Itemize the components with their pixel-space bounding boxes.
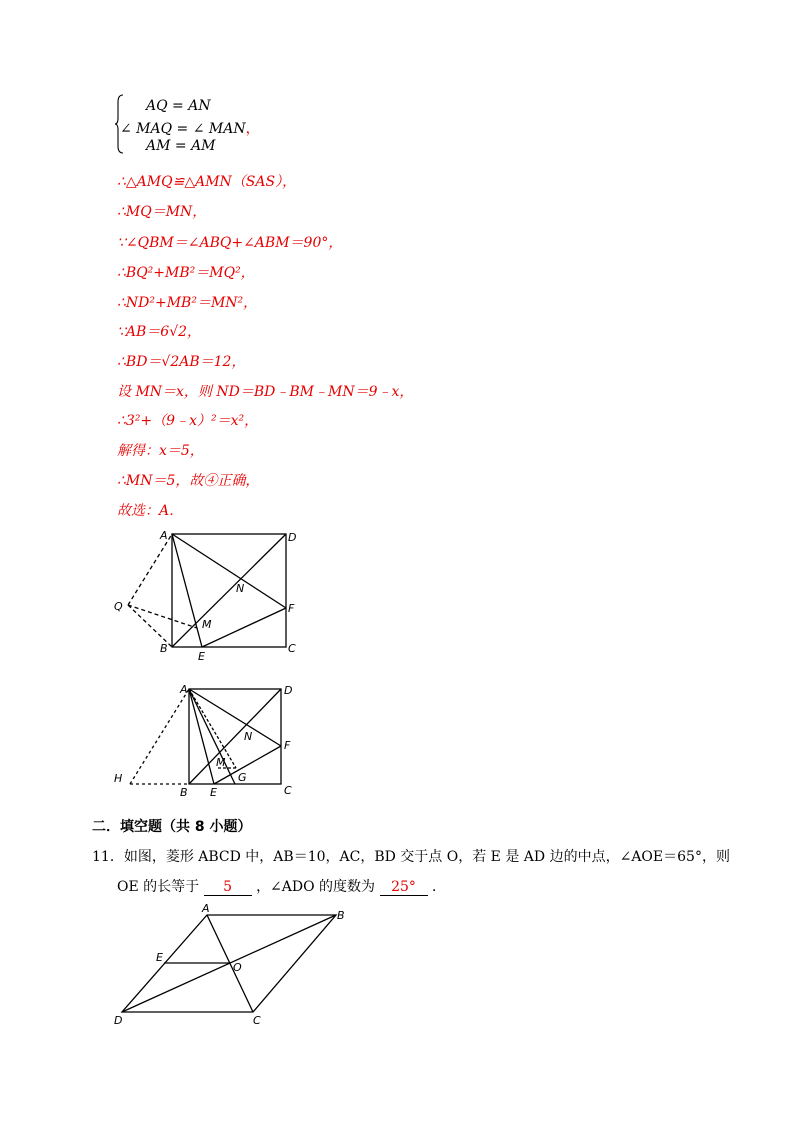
label-b: B: [180, 786, 188, 799]
step-line: ∵AB＝6√2，: [117, 324, 202, 340]
system-row-2: [120, 118, 260, 138]
segment-ae: [189, 689, 214, 784]
question-11-text-b: ，∠ADO 的度数为: [256, 879, 376, 895]
step-line: ∴3²+（9﹣x）²＝x²，: [117, 413, 259, 429]
segment-ah: [130, 689, 189, 784]
system-row-2-suffix: ，: [245, 121, 260, 137]
step-line: ∴BD＝√2AB＝12，: [117, 354, 246, 370]
label-c: C: [288, 642, 296, 655]
system-row-1: AQ = AN: [146, 98, 211, 114]
label-b: B: [337, 909, 345, 922]
section-title: 二．填空题（共 8 小题）: [92, 819, 252, 835]
question-11-text-c: ．: [431, 879, 446, 895]
label-h: H: [114, 772, 123, 785]
question-11-line-2: [117, 876, 446, 896]
label-a: A: [180, 683, 188, 696]
label-e: E: [198, 650, 205, 663]
step-line: ∴△AMQ≌△AMN（SAS），: [117, 174, 297, 190]
label-f: F: [284, 739, 291, 752]
label-a: A: [202, 902, 210, 915]
answer-blank-1: 5: [204, 879, 252, 896]
system-row-3: AM = AM: [146, 138, 216, 154]
label-d: D: [288, 531, 297, 544]
geometry-figure-2: [108, 680, 308, 802]
label-b: B: [160, 642, 168, 655]
label-c: C: [253, 1014, 261, 1027]
diagonal-bd: [172, 534, 286, 647]
label-e: E: [210, 786, 217, 799]
label-m: M: [202, 618, 212, 631]
segment-ag-dashed: [189, 689, 236, 768]
step-line: 故选：A．: [117, 503, 184, 519]
label-d: D: [284, 684, 293, 697]
rhombus-figure: [108, 900, 358, 1030]
label-m: M: [216, 756, 226, 769]
label-g: G: [238, 771, 247, 784]
segment-aq: [128, 534, 172, 605]
label-c: C: [284, 784, 292, 797]
step-line: 设 MN＝x，则 ND＝BD﹣BM﹣MN＝9﹣x，: [117, 384, 414, 400]
label-n: N: [236, 582, 245, 595]
label-e: E: [156, 951, 163, 964]
geometry-figure-1: [108, 524, 308, 664]
segment-mq: [128, 605, 197, 628]
step-line: ∴BQ²+MB²＝MQ²，: [117, 265, 255, 281]
question-11-line-1: 11．如图，菱形 ABCD 中，AB＝10，AC，BD 交于点 O，若 E 是 AD 边的中点，∠AOE＝65°，则: [92, 849, 730, 865]
segment-ef: [202, 608, 286, 647]
label-a: A: [160, 529, 168, 542]
segment-bq: [128, 605, 172, 647]
system-row-2-text: ∠ MAQ = ∠ MAN: [120, 121, 246, 137]
diagonal-bd: [189, 689, 281, 784]
label-d: D: [114, 1014, 123, 1027]
answer-blank-2: 25°: [380, 879, 428, 896]
step-line: ∴MN＝5，故④正确，: [117, 473, 260, 489]
step-line: ∵∠QBM＝∠ABQ+∠ABM＝90°，: [117, 235, 343, 251]
label-q: Q: [114, 600, 123, 613]
question-11-text-a: OE 的长等于: [117, 879, 200, 895]
step-line: ∴ND²+MB²＝MN²，: [117, 295, 258, 311]
label-o: O: [233, 961, 242, 974]
label-f: F: [288, 602, 295, 615]
step-line: ∴MQ＝MN，: [117, 204, 207, 220]
label-n: N: [244, 730, 253, 743]
step-line: 解得：x＝5，: [117, 443, 204, 459]
equation-system: [114, 94, 274, 156]
